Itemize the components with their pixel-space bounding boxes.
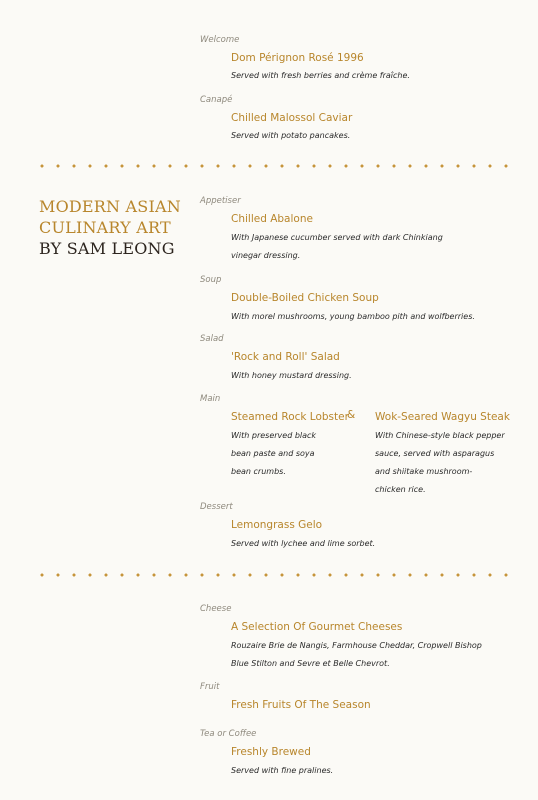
dish-desc-cheese-1: Rouzaire Brie de Nangis, Farmhouse Cheddar, Cropwell Bishop	[231, 641, 482, 650]
dish-desc-salad: With honey mustard dressing.	[231, 371, 352, 380]
dish-desc-appetiser-1: With Japanese cucumber served with dark Chinkiang	[231, 233, 443, 242]
course-label-salad: Salad	[200, 334, 224, 344]
dish-desc-wagyu-3: and shiitake mushroom-	[375, 467, 473, 476]
menu-heading	[39, 196, 181, 259]
dish-title-salad: 'Rock and Roll' Salad	[231, 351, 340, 363]
dish-desc-tea: Served with fine pralines.	[231, 766, 334, 775]
dish-desc-wagyu-4: chicken rice.	[375, 485, 426, 494]
dotted-divider-bottom	[34, 573, 514, 577]
dish-desc-wagyu-1: With Chinese-style black pepper	[375, 431, 505, 440]
dotted-divider-top	[34, 164, 514, 168]
dish-desc-cheese-2: Blue Stilton and Sevre et Belle Chevrot.	[231, 659, 390, 668]
course-label-soup: Soup	[200, 275, 222, 285]
course-label-dessert: Dessert	[200, 502, 233, 512]
dish-title-dessert: Lemongrass Gelo	[231, 519, 323, 531]
heading-line-2: CULINARY ART	[39, 218, 171, 237]
course-label-cheese: Cheese	[200, 604, 232, 614]
dish-desc-wagyu-2: sauce, served with asparagus	[375, 449, 495, 458]
dish-desc-dessert: Served with lychee and lime sorbet.	[231, 539, 376, 548]
dish-title-cheese: A Selection Of Gourmet Cheeses	[231, 621, 403, 633]
dish-desc-lobster-3: bean crumbs.	[231, 467, 286, 476]
dish-desc-appetiser-2: vinegar dressing.	[231, 251, 301, 260]
dish-desc-lobster-2: bean paste and soya	[231, 449, 315, 458]
heading-line-1: MODERN ASIAN	[39, 197, 181, 216]
course-label-canape: Canapé	[200, 95, 233, 105]
dish-title-welcome: Dom Pérignon Rosé 1996	[231, 52, 364, 64]
dish-title-canape: Chilled Malossol Caviar	[231, 112, 353, 124]
dish-title-fruit: Fresh Fruits Of The Season	[231, 699, 371, 711]
dish-desc-canape: Served with potato pancakes.	[231, 131, 351, 140]
dish-desc-soup: With morel mushrooms, young bamboo pith and wolfberries.	[231, 312, 475, 321]
heading-line-3: BY SAM LEONG	[39, 239, 175, 258]
course-label-fruit: Fruit	[200, 682, 220, 692]
dish-title-tea: Freshly Brewed	[231, 746, 311, 758]
course-label-welcome: Welcome	[200, 35, 240, 45]
course-label-tea: Tea or Coffee	[200, 729, 257, 739]
course-label-main: Main	[200, 394, 221, 404]
course-label-appetiser: Appetiser	[200, 196, 241, 206]
dish-title-main-wagyu: Wok-Seared Wagyu Steak	[375, 411, 510, 423]
dish-desc-welcome: Served with fresh berries and crème fraîche.	[231, 71, 410, 80]
dish-title-soup: Double-Boiled Chicken Soup	[231, 292, 379, 304]
main-ampersand: &	[347, 409, 356, 421]
dish-title-appetiser: Chilled Abalone	[231, 213, 313, 225]
dish-title-main-lobster: Steamed Rock Lobster	[231, 411, 349, 423]
dish-desc-lobster-1: With preserved black	[231, 431, 317, 440]
